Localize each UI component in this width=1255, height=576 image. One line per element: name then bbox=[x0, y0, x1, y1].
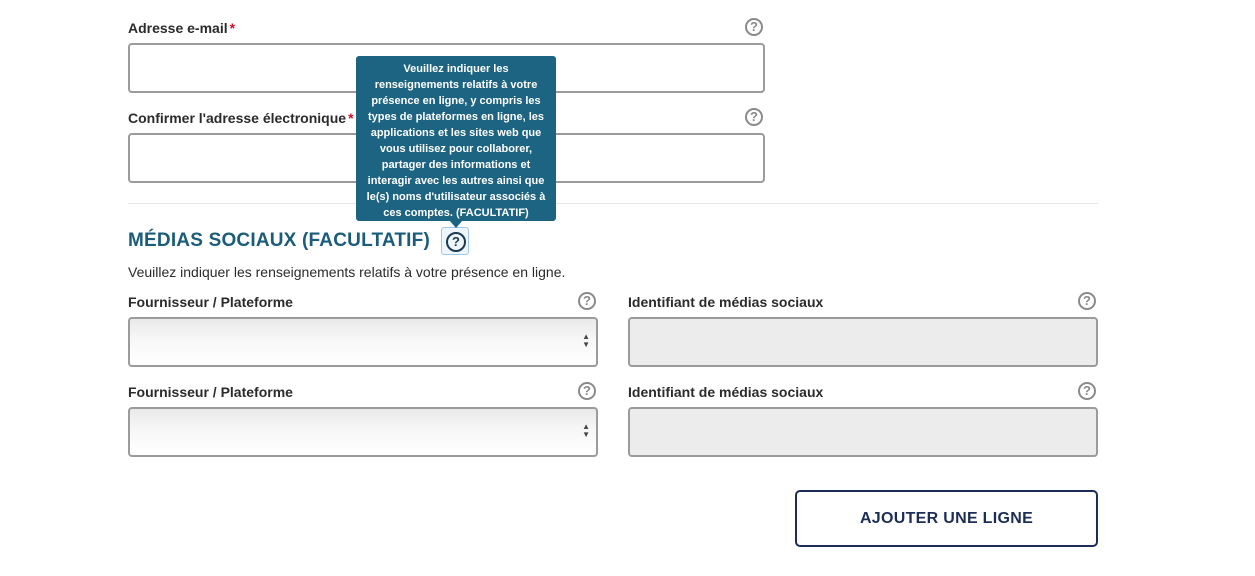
help-glyph: ? bbox=[1083, 293, 1091, 308]
email-help-icon[interactable] bbox=[745, 18, 763, 36]
provider-select[interactable] bbox=[128, 317, 598, 367]
social-identifier-label: Identifiant de médias sociaux bbox=[628, 294, 824, 310]
social-identifier-help-icon[interactable] bbox=[1078, 292, 1096, 310]
select-arrows-icon: ▲ ▼ bbox=[582, 332, 590, 349]
confirm-email-label-text: Confirmer l'adresse électronique bbox=[128, 110, 347, 126]
social-media-title: MÉDIAS SOCIAUX (FACULTATIF) bbox=[128, 230, 430, 251]
provider-help-icon[interactable] bbox=[578, 382, 596, 400]
email-label bbox=[128, 20, 235, 36]
required-mark: * bbox=[229, 20, 236, 36]
confirm-email-label bbox=[128, 110, 354, 126]
help-glyph: ? bbox=[750, 109, 758, 124]
tooltip-arrow bbox=[449, 220, 463, 228]
section-divider bbox=[128, 203, 1098, 204]
provider-select[interactable] bbox=[128, 407, 598, 457]
question-icon bbox=[446, 232, 466, 252]
social-media-tooltip: Veuillez indiquer les renseignements relatifs à votre présence en ligne, y compris les types de plateformes en ligne, les applications et les sites web que vous utilisez pour collaborer, partager des informations et interagir avec les autres ainsi que le(s) noms d'utilisateur associés à ces comptes. (FACULTATIF) bbox=[356, 56, 556, 221]
add-row-button[interactable]: AJOUTER UNE LIGNE bbox=[795, 490, 1098, 547]
help-glyph: ? bbox=[452, 234, 460, 249]
required-mark: * bbox=[348, 110, 354, 126]
social-identifier-field[interactable] bbox=[628, 317, 1098, 367]
social-identifier-field[interactable] bbox=[628, 407, 1098, 457]
provider-help-icon[interactable] bbox=[578, 292, 596, 310]
provider-label: Fournisseur / Plateforme bbox=[128, 294, 293, 310]
provider-label: Fournisseur / Plateforme bbox=[128, 384, 293, 400]
help-glyph: ? bbox=[750, 19, 758, 34]
confirm-email-help-icon[interactable] bbox=[745, 108, 763, 126]
help-glyph: ? bbox=[583, 293, 591, 308]
social-media-description: Veuillez indiquer les renseignements relatifs à votre présence en ligne. bbox=[128, 264, 566, 280]
social-media-help-button[interactable] bbox=[441, 227, 469, 255]
social-identifier-label: Identifiant de médias sociaux bbox=[628, 384, 824, 400]
social-identifier-help-icon[interactable] bbox=[1078, 382, 1096, 400]
email-label-text: Adresse e-mail bbox=[128, 20, 228, 36]
select-arrows-icon: ▲ ▼ bbox=[582, 422, 590, 439]
help-glyph: ? bbox=[583, 383, 591, 398]
help-glyph: ? bbox=[1083, 383, 1091, 398]
